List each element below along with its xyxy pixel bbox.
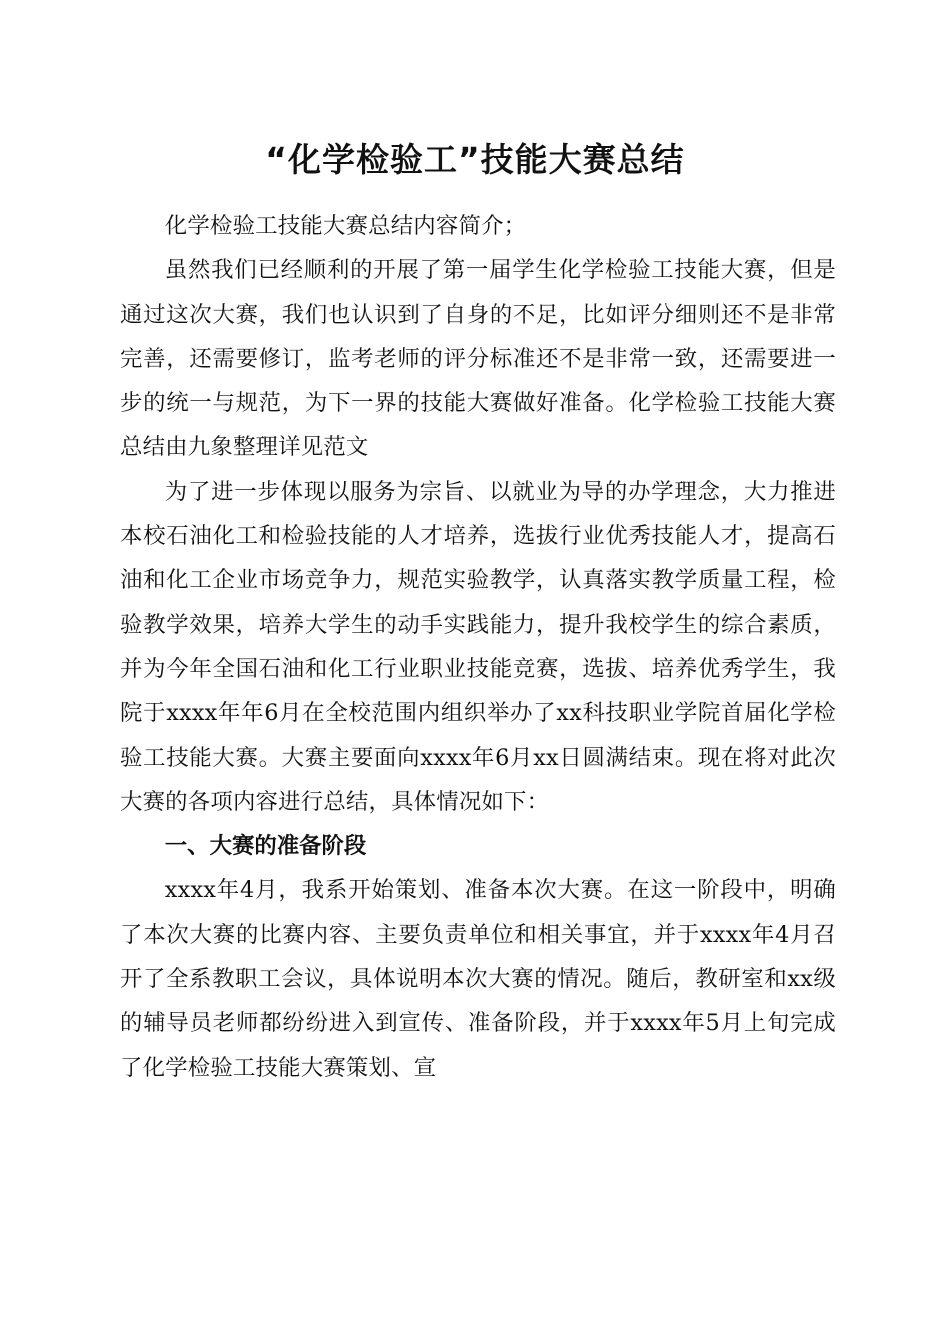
intro-label: 化学检验工技能大赛总结内容简介； [164, 213, 527, 239]
paragraph-preparation: xxxx年4月，我系开始策划、准备本次大赛。在这一阶段中，明确了本次大赛的比赛内容、主要负责单位和相关事宜，并于xxxx年4月召开了全系教职工会议，具体说明本次大赛的情况。随后，教研室和xx级的辅导员老师都纷纷进入到宣传、准备阶段，并于xxxx年5月上旬完成了化学检验工技能大赛策划、宣 [120, 877, 836, 1081]
document-title: “化学检验工”技能大赛总结 [265, 140, 685, 179]
section-heading-preparation: 一、大赛的准备阶段 [164, 833, 367, 860]
paragraph-background: 为了进一步体现以服务为宗旨、以就业为导的办学理念，大力推进本校石油化工和检验技能的人才培养，选拔行业优秀技能人才，提高石油和化工企业市场竞争力，规范实验教学，认真落实教学质量工程，检验教学效果，培养大学生的动手实践能力，提升我校学生的综合素质，并为今年全国石油和化工行业职业技能竞赛，选拔、培养优秀学生，我院于xxxx年年6月在全校范围内组织举办了xx科技职业学院首届化学检验工技能大赛。大赛主要面向xxxx年6月xx日圆满结束。现在将对此次大赛的各项内容进行总结，具体情况如下： [120, 478, 836, 815]
paragraph-summary: 虽然我们已经顺利的开展了第一届学生化学检验工技能大赛，但是通过这次大赛，我们也认识到了自身的不足，比如评分细则还不是非常完善，还需要修订，监考老师的评分标准还不是非常一致，还需要进一步的统一与规范，为下一界的技能大赛做好准备。化学检验工技能大赛总结由九象整理详见范文 [120, 257, 836, 461]
document-body [120, 204, 836, 1090]
